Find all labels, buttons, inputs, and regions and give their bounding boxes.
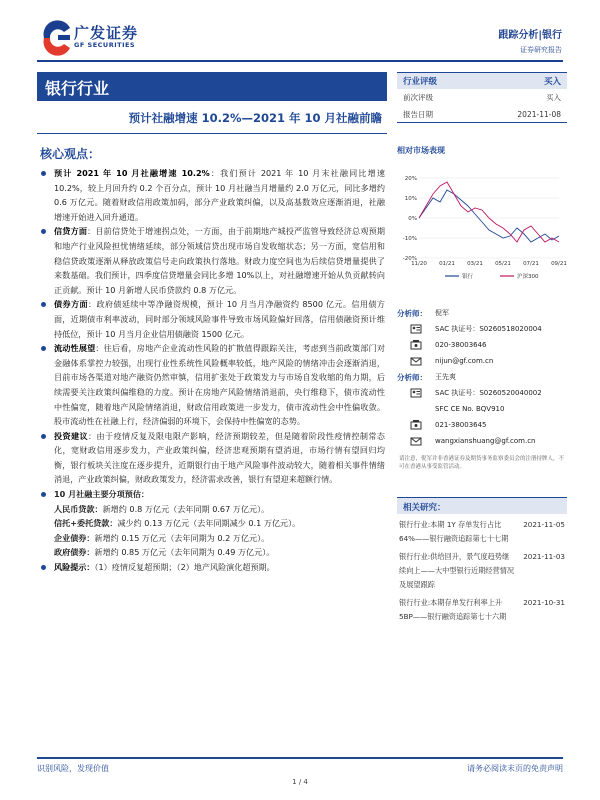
prev-rating-label: 前次评级 (403, 93, 433, 102)
prev-rating-value: 买入 (546, 93, 561, 102)
item-text: 新增约 0.85 万亿元（去年同期为 0.49 万亿元）。 (94, 547, 275, 558)
analysts-label: 分析师： (397, 308, 427, 318)
main-content (40, 166, 385, 575)
paragraph-liquidity (40, 341, 385, 429)
analyst2-email-row (397, 433, 567, 449)
analysts-label: 分析师： (397, 372, 427, 382)
email-icon (397, 435, 435, 447)
analyst2-sac: SAC 执证号：S0260520040002 (435, 389, 542, 397)
y-tick-label: -20% (402, 256, 417, 262)
item-text: 新增约 0.15 万亿元（去年同期为 0.2 万亿元）。 (94, 532, 270, 543)
x-tick-label: 11/20 (411, 261, 427, 267)
paragraph-lead: 预计 2021 年 10 月社融增速 10.2% (54, 168, 210, 178)
rating-box (397, 72, 567, 123)
prev-rating-row (397, 89, 567, 106)
bullet-icon (41, 346, 46, 351)
industry-title: 银行行业 (45, 79, 110, 98)
industry-banner (37, 72, 387, 101)
x-tick-label: 09/21 (551, 261, 567, 267)
related-item-text[interactable]: 银行行业:本期存单发行利率上升 5BP——银行融资追踪第七十六期 (399, 598, 507, 621)
bullet-icon (41, 229, 46, 234)
x-tick-label: 07/21 (523, 261, 539, 267)
paragraph-text: ：政府债延续中等净融资规模，预计 10 月当月净融资约 8500 亿元。信用债方面，近期债市利率波动，同时部分领域风险事件导致市场风险偏好回落，信用债融资预计维持低位，预计 10 月当月企业信用债融资 1500 亿元。 (54, 299, 385, 339)
id-card-icon (397, 387, 435, 399)
item-lead: 人民币贷款： (54, 503, 103, 514)
core-views-title: 核心观点： (40, 147, 101, 161)
legend-label: 沪深300 (517, 274, 539, 280)
main-items-title-text: 10 月社融主要分项预估： (54, 489, 150, 500)
analyst-disclaimer: 请注意，倪军并非香港证券及期货事务监察委员会的注册持牌人，不可在香港从事受监管活动。 (399, 456, 565, 470)
report-subtype: 证券研究报告 (520, 46, 562, 54)
analysts-block (397, 305, 567, 471)
item-rmb-loans (40, 502, 385, 517)
y-tick-label: -10% (402, 236, 417, 242)
analyst2-email[interactable]: wangxianshuang@gf.com.cn (435, 437, 536, 445)
paragraph-text: ：我们预计 2021 年 10 月末社融同比增速 10.2%，较上月回升约 0.2 个百分点，预计 10 月社融当月增量约 2.0 万亿元，同比多增约 0.6 万亿元。随着财政信用政策加码，部分产业政策纠偏，以及高基数效应逐渐消退，社融增速开始进入回升通道。 (54, 168, 385, 222)
analyst1-phone-row (397, 337, 567, 353)
report-date-label: 报告日期 (403, 109, 433, 119)
rating-head (397, 72, 567, 89)
analyst1-email[interactable]: nijun@gf.com.cn (435, 357, 494, 365)
paragraph-text: ：往后看，房地产企业流动性风险的扩散值得跟踪关注，考虑到当前政策部门对金融体系掌控力较强，出现行业性系统性风险概率较低，地产风险的情绪冲击会逐渐消退，目前市场各渠道对地产融资仍然审慎，信用扩张处于政策发力与市场自发收缩的角力期，后续需要关注政策纠偏维稳的力度。预计在房地产风险情绪消退前，央行维稳下，债市流动性中性偏宽，随着地产风险情绪消退，财政信用政策进一步发力，债市流动性会中性偏收敛。股市流动性在社融上行，经济偏弱的环境下，会保持中性偏宽的态势。 (54, 343, 385, 427)
paragraph-risk (40, 560, 385, 575)
analyst2-phone-row (397, 417, 567, 433)
analyst2-name-row (397, 369, 567, 385)
paragraph-lead: 流动性展望 (54, 343, 96, 354)
rating-value: 买入 (543, 77, 561, 87)
bullet-icon (41, 565, 46, 570)
paragraph-text: ：目前信贷处于增速拐点处，一方面，由于前期地产城投严监管导致经济总观预期和地产行业风险担忧情绪延续，部分领域信贷出现市场自发收缩状态；另一方面，宽信用和稳信贷政策逐渐从释放政策信号走向政策执行落地。财政力度空间也为后续信贷增量提供了来数基础。我们预计，四季度信贷增量会同比多增 10%以上，对社融增速开始从负贡献转向正贡献。预计 10 月新增人民币贷款约 0.8 万亿元。 (54, 226, 385, 295)
x-tick-label: 05/21 (495, 261, 511, 267)
subtitle-divider (37, 133, 387, 134)
page-number: 1 / 4 (292, 778, 308, 786)
analyst2-sfc: SFC CE No. BQV910 (435, 405, 505, 413)
brand-name-cn: 广发证券 (74, 24, 139, 42)
y-tick-label: 20% (404, 176, 417, 182)
footer-disclaimer: 请务必阅读末页的免责声明 (467, 764, 563, 773)
main-items-title (40, 487, 385, 502)
bullet-icon (41, 434, 46, 439)
analyst1-sac-row (397, 321, 567, 337)
analyst2-sfc-row (397, 401, 567, 417)
item-lead: 企业债券： (54, 532, 95, 543)
item-text: 减少约 0.13 万亿元（去年同期减少 0.1 万亿元）。 (117, 518, 301, 529)
paragraph-lead: 信贷方面 (54, 226, 88, 237)
brand-name-en: GF SECURITIES (74, 41, 136, 49)
id-card-icon (397, 323, 435, 335)
paragraph-text: （1）疫情反复超预期；（2）地产风险演化超预期。 (94, 562, 275, 573)
report-subtitle: 预计社融增速 10.2%—2021 年 10 月社融前瞻 (128, 111, 382, 125)
relative-performance-chart (397, 170, 567, 290)
phone-icon (397, 419, 435, 431)
analyst1-email-row (397, 353, 567, 369)
related-item[interactable] (397, 596, 567, 624)
related-item-text[interactable]: 银行行业:本期 1Y 存单发行占比 64%——银行融资追踪第七十七期 (399, 520, 509, 543)
x-tick-label: 01/21 (439, 261, 455, 267)
bullet-icon (41, 492, 46, 497)
bullet-icon (41, 302, 46, 307)
paragraph-lead: 投资建议 (54, 430, 88, 441)
phone-icon (397, 339, 435, 351)
footer-slogan: 识别风险，发现价值 (37, 764, 109, 773)
x-tick-label: 03/21 (467, 261, 483, 267)
paragraph-lead: 风险提示： (54, 562, 95, 573)
item-corp-bonds (40, 531, 385, 546)
related-title: 相关研究： (397, 497, 567, 514)
analyst2-sac-row (397, 385, 567, 401)
footer-divider (37, 757, 563, 759)
analyst1-phone: 020-38003646 (435, 341, 487, 349)
rating-label: 行业评级 (403, 77, 438, 87)
paragraph-investment (40, 429, 385, 487)
perf-title: 相对市场表现 (397, 146, 445, 155)
report-date-value: 2021-11-08 (517, 109, 561, 119)
report-type: 跟踪分析|银行 (498, 30, 562, 41)
header-divider (37, 60, 563, 62)
series-line-csi300 (419, 182, 559, 242)
bullet-icon (41, 171, 46, 176)
paragraph-bonds (40, 297, 385, 341)
report-date-row (397, 106, 567, 123)
related-item-date: 2021-10-31 (523, 598, 565, 607)
y-tick-label: 10% (404, 196, 417, 202)
analyst1-sac: SAC 执证号：S0260518020004 (435, 325, 542, 333)
related-item-date: 2021-11-05 (523, 520, 565, 529)
analyst1-name: 倪军 (435, 309, 449, 317)
item-lead: 政府债券： (54, 547, 95, 558)
item-text: 新增约 0.8 万亿元（去年同期 0.67 万亿元）。 (102, 503, 270, 514)
item-lead: 信托+委托贷款： (54, 518, 118, 529)
related-research (397, 497, 567, 624)
item-gov-bonds (40, 545, 385, 560)
paragraph-lead: 债券方面 (54, 299, 88, 310)
email-icon (397, 355, 435, 367)
paragraph-credit (40, 224, 385, 297)
analyst2-name: 王先爽 (435, 373, 456, 381)
related-item-text[interactable]: 银行行业:供给回升，景气度趋势继续向上——大中型银行近期经营情况及展望跟踪 (399, 552, 515, 589)
item-trust-loans (40, 516, 385, 531)
paragraph-text: ：由于疫情反复及限电限产影响，经济预期较差，但是随着阶段性疫情控制常态化，宽财政信用逐步发力，产业政策纠偏，经济悲观预期有望消退，市场行情有望回归均衡，银行板块关注度在逐步提升，近期银行由于地产风险事件波动较大，随着相关事件情绪消退，产业政策纠偏，财政政策发力，经济需求改善，银行有望迎来超额行情。 (54, 430, 385, 485)
y-tick-label: 0% (408, 216, 417, 222)
legend-label: 银行 (462, 274, 474, 280)
analyst2-phone: 021-38003645 (435, 421, 487, 429)
related-item[interactable] (397, 518, 567, 546)
paragraph-forecast (40, 166, 385, 224)
analyst1-name-row (397, 305, 567, 321)
related-item-date: 2021-11-03 (523, 552, 565, 561)
related-item[interactable] (397, 550, 567, 592)
